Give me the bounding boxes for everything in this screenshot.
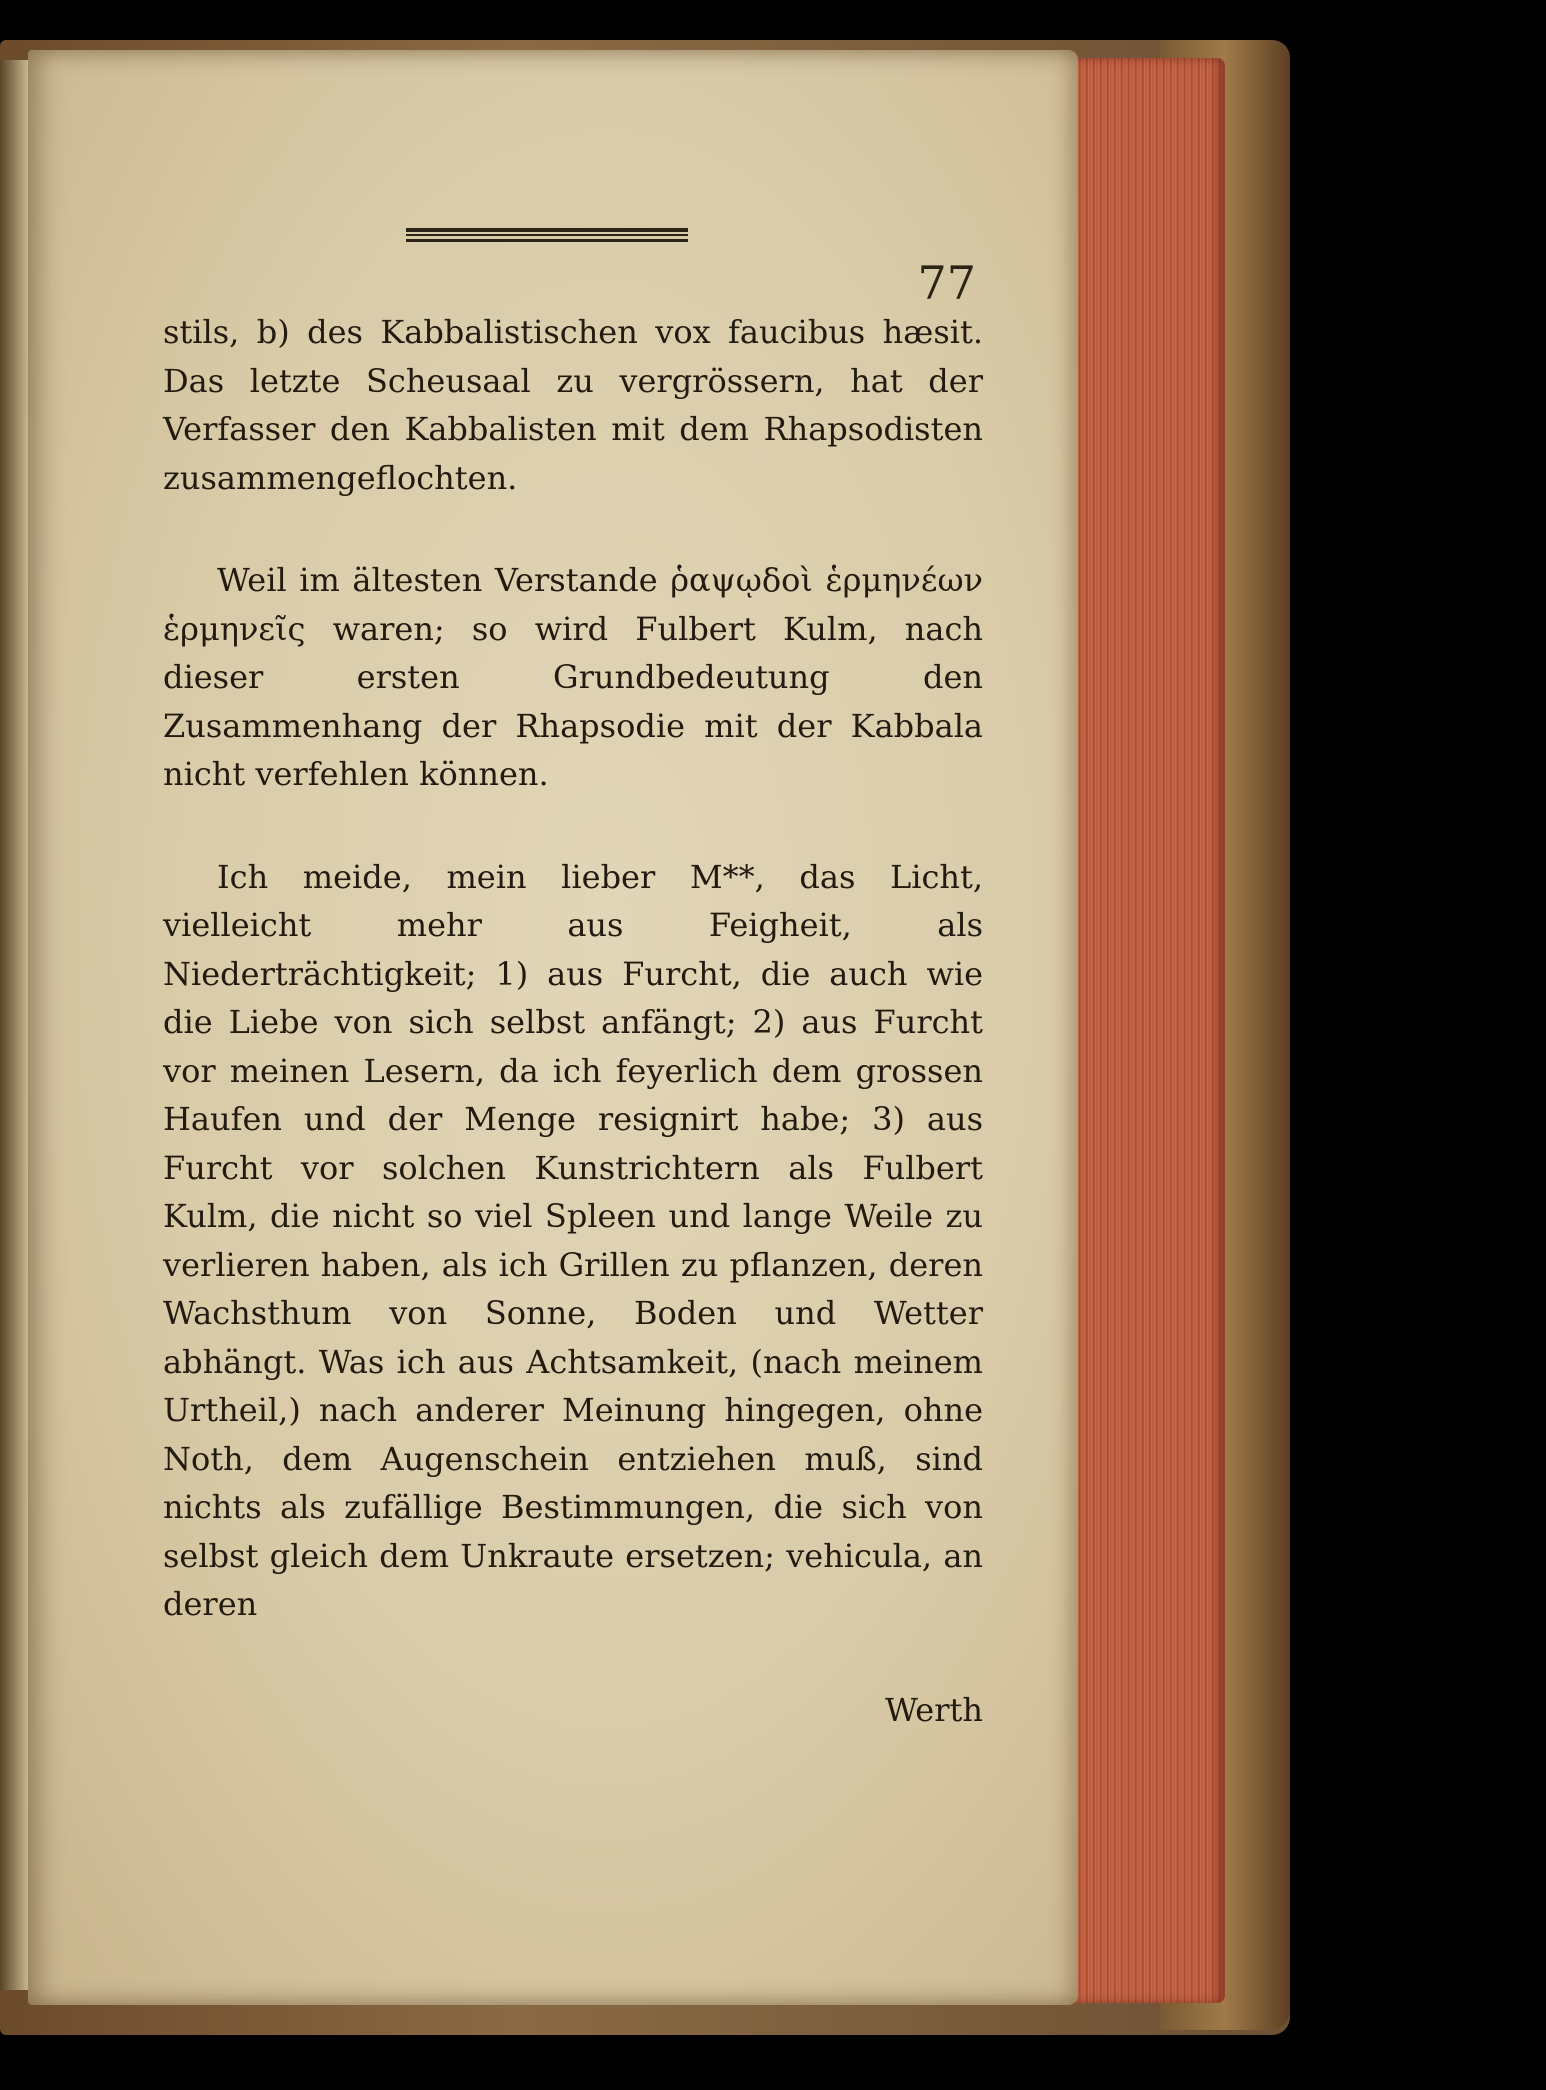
page-number: 77	[917, 256, 976, 310]
paragraph-2: Weil im ältesten Verstande ῥαψῳδοὶ ἑρμηνέων ἑρμηνεῖς waren; so wird Fulbert Kulm, nach dieser ersten Grundbedeutung den Zusammenhang der Rhapsodie mit der Kabbala nicht verfehlen können.	[163, 561, 983, 793]
catchword: Werth	[885, 1691, 983, 1729]
page-text	[163, 308, 983, 1629]
previous-page-edge	[0, 60, 28, 1990]
page-edges	[1075, 58, 1225, 2003]
header-rule	[406, 228, 688, 242]
paragraph-3: Ich meide, mein lieber M**, das Licht, vielleicht mehr aus Feigheit, als Niederträchtigkeit; 1) aus Furcht, die auch wie die Liebe von sich selbst anfängt; 2) aus Furcht vor meinen Lesern, da ich feyerlich dem grossen Haufen und der Menge resignirt habe; 3) aus Furcht vor solchen Kunstrichtern als Fulbert Kulm, die nicht so viel Spleen und lange Weile zu verlieren haben, als ich Grillen zu pflanzen, deren Wachsthum von Sonne, Boden und Wetter abhängt. Was ich aus Achtsamkeit, (nach meinem Urtheil,) nach anderer Meinung hingegen, ohne Noth, dem Augenschein entziehen muß, sind nichts als zufällige Bestimmungen, die sich von selbst gleich dem Unkraute ersetzen; vehicula, an deren	[163, 857, 983, 1623]
book-page	[28, 50, 1078, 2005]
paragraph-1: stils, b) des Kabbalistischen vox faucibus hæsit. Das letzte Scheusaal zu vergrössern, hat der Verfasser den Kabbalisten mit dem Rhapsodisten zusammengeflochten.	[163, 313, 983, 497]
